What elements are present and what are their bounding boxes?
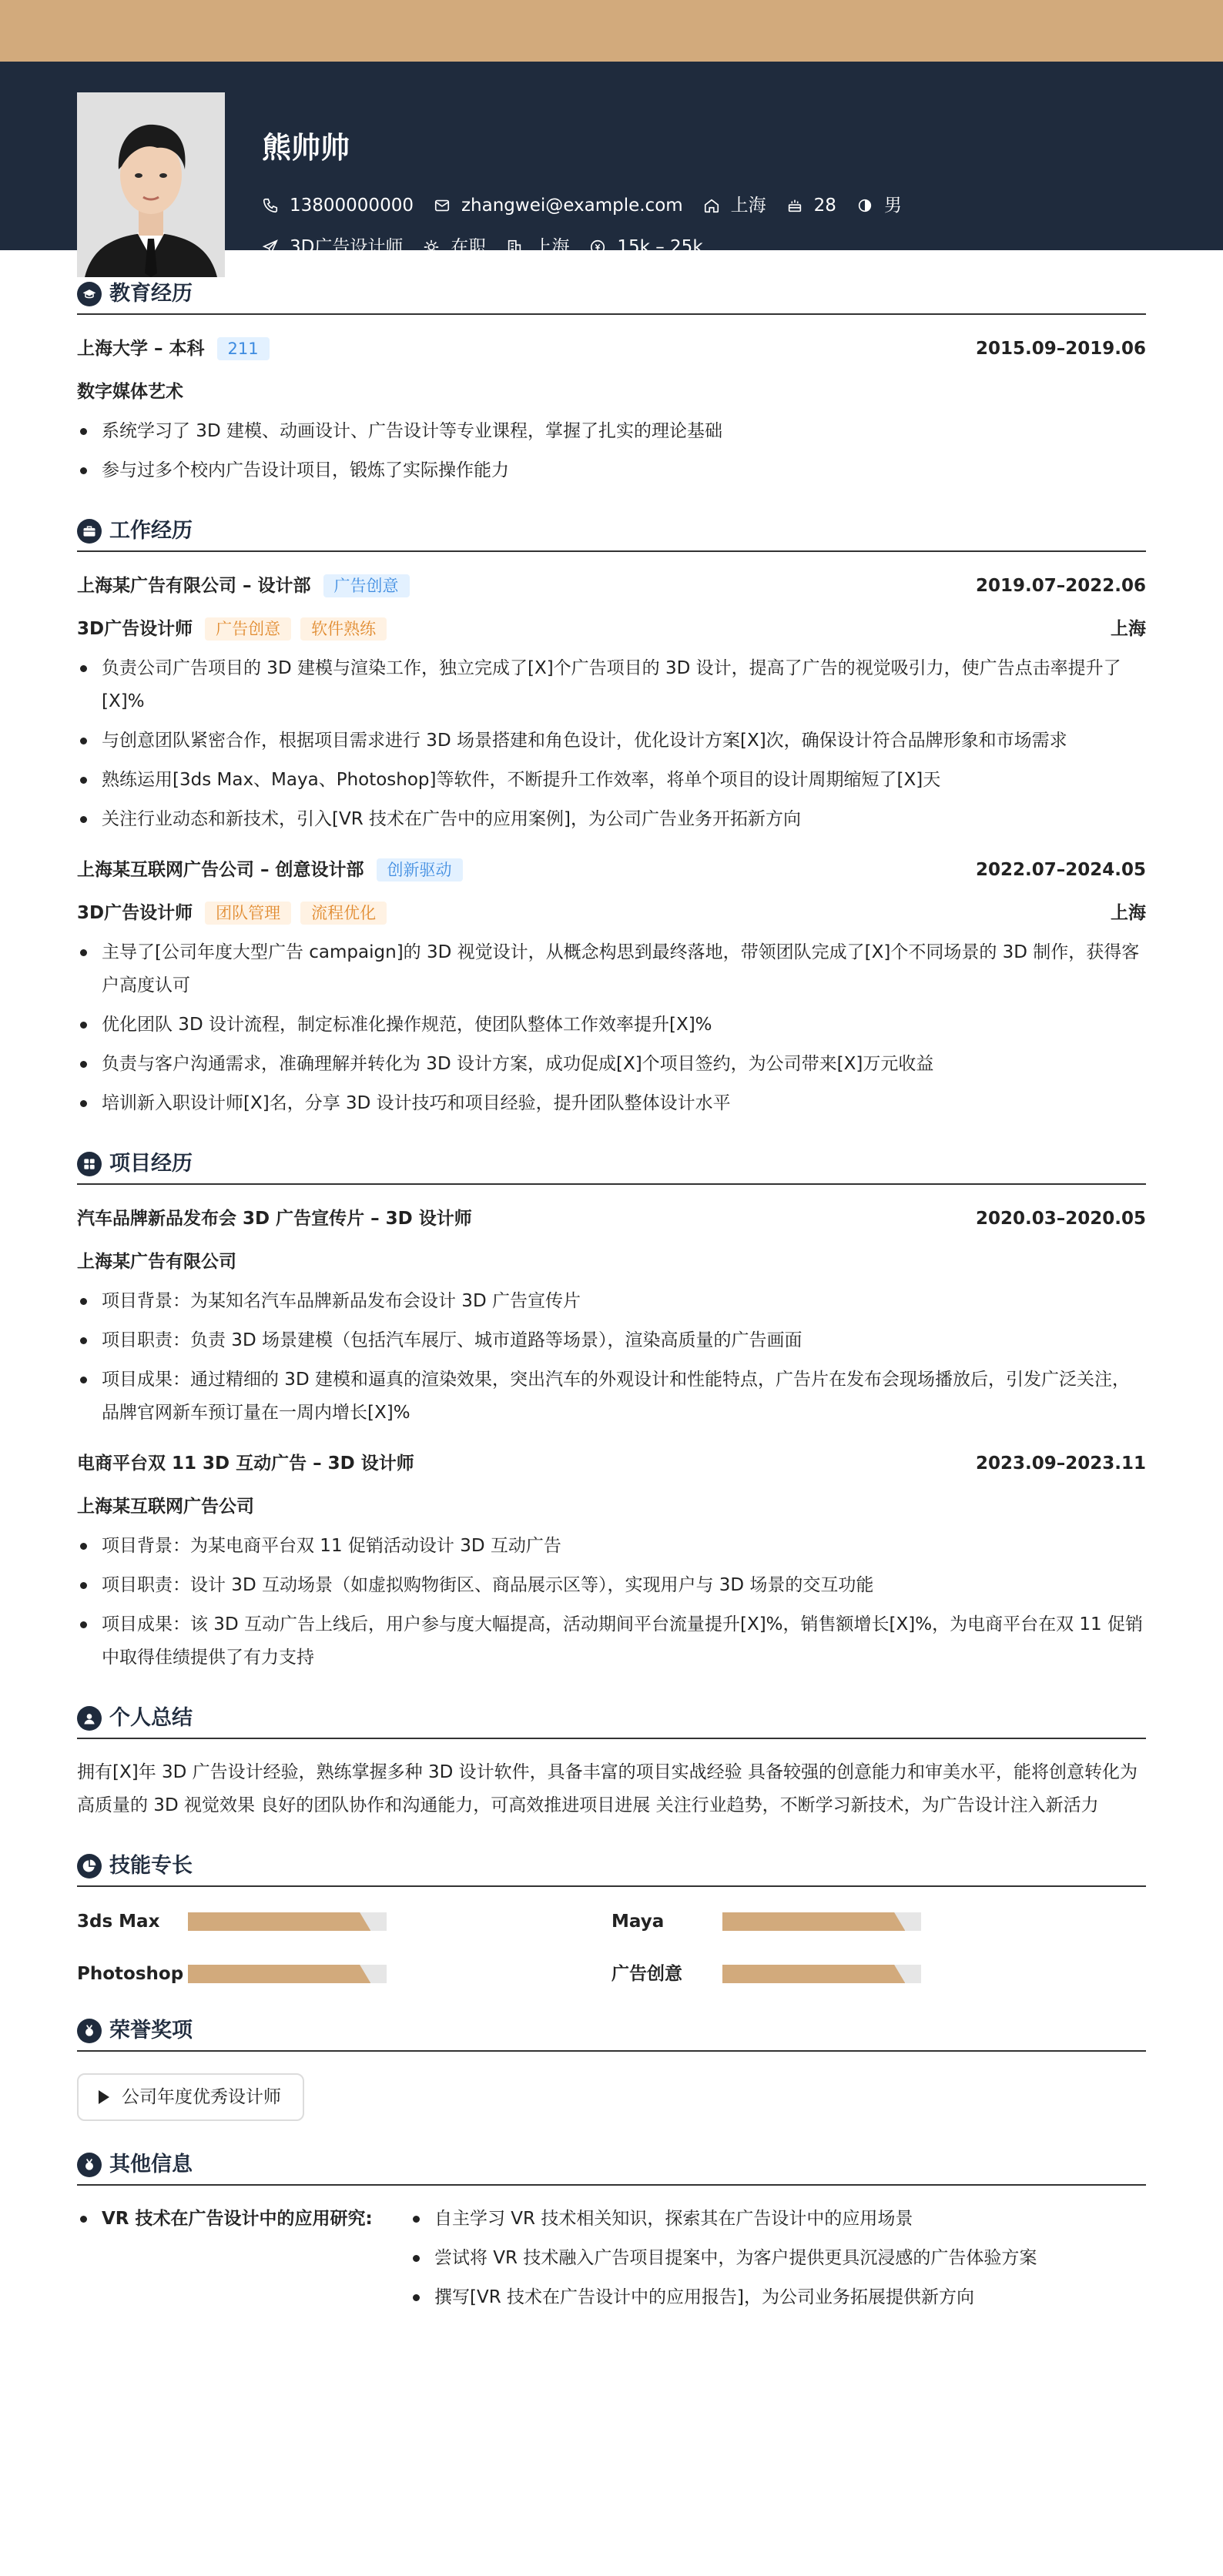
contact-row <box>262 194 922 217</box>
awards-header <box>77 2016 1146 2052</box>
phone-icon <box>262 197 279 214</box>
skill-fill <box>722 1965 905 1983</box>
skills-header <box>77 1852 1146 1887</box>
project-2-bullets <box>77 1530 1146 1674</box>
list-item: 项目职责：设计 3D 互动场景（如虚拟购物街区、商品展示区等），实现用户与 3D 场景的交互功能 <box>77 1569 1146 1602</box>
school-name: 上海大学 – 本科 <box>77 338 205 359</box>
pie-chart-icon <box>77 1854 102 1878</box>
job-2-date: 2022.07–2024.05 <box>975 859 1146 880</box>
skill-fill <box>188 1912 370 1931</box>
avatar <box>77 92 225 277</box>
skill-name: 广告创意 <box>612 1963 682 1984</box>
other-content <box>77 2203 1146 2320</box>
gender-text: 男 <box>883 196 902 216</box>
job-1-location: 上海 <box>1111 618 1146 639</box>
project-1-company-row <box>77 1248 1146 1276</box>
skill-item <box>77 1961 612 1987</box>
project-1-name: 汽车品牌新品发布会 3D 广告宣传片 – 3D 设计师 <box>77 1208 472 1229</box>
candidate-name: 熊帅帅 <box>262 131 350 165</box>
skills-title: 技能专长 <box>109 1853 193 1878</box>
award-item[interactable] <box>77 2073 304 2121</box>
list-item: 项目背景：为某知名汽车品牌新品发布会设计 3D 广告宣传片 <box>77 1285 1146 1318</box>
project-1-company: 上海某广告有限公司 <box>77 1251 236 1272</box>
skill-fill <box>722 1912 905 1931</box>
job-target-info <box>262 236 403 259</box>
user-icon <box>77 1706 102 1731</box>
building-icon <box>506 239 523 256</box>
projects-section <box>77 1149 1146 1674</box>
education-major-row <box>77 378 1146 406</box>
job-2-role-row <box>77 899 1146 927</box>
status-text: 在职 <box>451 237 487 257</box>
skill-item <box>612 1961 1146 1987</box>
school-tag: 211 <box>217 337 270 360</box>
other-header <box>77 2150 1146 2186</box>
awards-section <box>77 2016 1146 2121</box>
skill-name: Maya <box>612 1911 665 1932</box>
project-2-date: 2023.09–2023.11 <box>975 1453 1146 1474</box>
job-2-role-tag: 团队管理 <box>205 902 291 925</box>
skill-name: 3ds Max <box>77 1911 160 1932</box>
status-gear-icon <box>423 239 440 256</box>
job-1-role: 3D广告设计师 <box>77 618 193 639</box>
summary-header <box>77 1704 1146 1739</box>
list-item: 自主学习 VR 技术相关知识，探索其在广告设计中的应用场景 <box>410 2203 1037 2236</box>
skills-grid <box>77 1909 1146 1987</box>
job-intent-row <box>262 236 723 259</box>
job-2-title <box>77 856 1146 884</box>
summary-title: 个人总结 <box>109 1705 193 1730</box>
skill-name: Photoshop <box>77 1963 184 1984</box>
list-item: 尝试将 VR 技术融入广告项目提案中，为客户提供更具沉浸感的广告体验方案 <box>410 2242 1037 2275</box>
list-item: 优化团队 3D 设计流程，制定标准化操作规范，使团队整体工作效率提升[X]% <box>77 1009 1146 1042</box>
project-2-company-row <box>77 1493 1146 1521</box>
skill-bar <box>188 1912 387 1931</box>
grid-icon <box>77 1152 102 1176</box>
city-text: 上海 <box>534 237 570 257</box>
list-item: 负责与客户沟通需求，准确理解并转化为 3D 设计方案，成功促成[X]个项目签约，为公司带来[X]万元收益 <box>77 1048 1146 1081</box>
briefcase-icon <box>77 519 102 544</box>
email-text: zhangwei@example.com <box>461 196 683 216</box>
list-item: 关注行业动态和新技术，引入[VR 技术在广告中的应用案例]，为公司广告业务开拓新方向 <box>77 803 1146 836</box>
list-item: 培训新入职设计师[X]名，分享 3D 设计技巧和项目经验，提升团队整体设计水平 <box>77 1087 1146 1120</box>
list-item: 项目成果：该 3D 互动广告上线后，用户参与度大幅提高，活动期间平台流量提升[X]%，销售额增长[X]%，为电商平台在双 11 促销中取得佳绩提供了有力支持 <box>77 1608 1146 1674</box>
job-1-role-tag: 广告创意 <box>205 617 291 641</box>
job-target-text: 3D广告设计师 <box>290 237 404 257</box>
work-header <box>77 517 1146 552</box>
job-2-location: 上海 <box>1111 902 1146 923</box>
skill-bar <box>722 1912 921 1931</box>
list-item: 主导了[公司年度大型广告 campaign]的 3D 视觉设计，从概念构思到最终落地，带领团队完成了[X]个不同场景的 3D 制作，获得客户高度认可 <box>77 936 1146 1002</box>
mail-icon <box>434 197 451 214</box>
list-item: 项目成果：通过精细的 3D 建模和逼真的渲染效果，突出汽车的外观设计和性能特点，广告片在发布会现场播放后，引发广泛关注，品牌官网新车预订量在一周内增长[X]% <box>77 1363 1146 1430</box>
projects-title: 项目经历 <box>109 1151 193 1176</box>
phone-info <box>262 194 414 217</box>
job-2-tag: 创新驱动 <box>377 858 463 882</box>
list-item: 参与过多个校内广告设计项目，锻炼了实际操作能力 <box>77 454 1146 487</box>
job-2-role: 3D广告设计师 <box>77 902 193 923</box>
project-1-title <box>77 1205 1146 1233</box>
list-item: 与创意团队紧密合作，根据项目需求进行 3D 场景搭建和角色设计，优化设计方案[X]次，确保设计符合品牌形象和市场需求 <box>77 724 1146 758</box>
skill-item <box>612 1909 1146 1935</box>
skill-bar <box>722 1965 921 1983</box>
summary-text: 拥有[X]年 3D 广告设计经验，熟练掌握多种 3D 设计软件，具备丰富的项目实战经验 具备较强的创意能力和审美水平，能将创意转化为高质量的 3D 视觉效果 良好的团队协作和沟通能力，可高效推进项目进展 关注行业趋势，不断学习新技术，为广告设计注入新活力 <box>77 1762 1138 1815</box>
header-band <box>0 62 1223 257</box>
education-bullets <box>77 415 1146 487</box>
work-title: 工作经历 <box>109 518 193 543</box>
medal-icon <box>77 2019 102 2043</box>
cake-icon <box>786 197 803 214</box>
resume-content <box>0 279 1223 2320</box>
awards-title: 荣誉奖项 <box>109 2018 193 2042</box>
job-1-tag: 广告创意 <box>323 574 410 597</box>
education-header <box>77 279 1146 315</box>
project-1-bullets <box>77 1285 1146 1430</box>
gender-info <box>856 194 902 217</box>
job-1-role-row <box>77 615 1146 643</box>
skill-item <box>77 1909 612 1935</box>
skill-bar <box>188 1965 387 1983</box>
age-info <box>786 194 836 217</box>
list-item: 撰写[VR 技术在广告设计中的应用报告]，为公司业务拓展提供新方向 <box>410 2281 1037 2314</box>
job-2-company: 上海某互联网广告公司 – 创意设计部 <box>77 859 364 880</box>
education-entry-title <box>77 335 1146 363</box>
salary-info <box>589 236 702 259</box>
other-section <box>77 2150 1146 2320</box>
summary-section <box>77 1704 1146 1822</box>
hometown-text: 上海 <box>730 196 766 216</box>
list-item: 项目职责：负责 3D 场景建模（包括汽车展厅、城市道路等场景），渲染高质量的广告画面 <box>77 1324 1146 1357</box>
send-icon <box>262 239 279 256</box>
coin-icon <box>589 239 606 256</box>
hometown-info <box>703 194 766 217</box>
education-date: 2015.09–2019.06 <box>975 338 1146 359</box>
job-1-company: 上海某广告有限公司 – 设计部 <box>77 575 311 596</box>
project-2-name: 电商平台双 11 3D 互动广告 – 3D 设计师 <box>77 1453 414 1474</box>
home-icon <box>703 197 720 214</box>
email-info <box>434 194 683 217</box>
job-1-title <box>77 572 1146 600</box>
other-list <box>410 2203 1037 2320</box>
job-2-bullets <box>77 936 1146 1120</box>
skills-section <box>77 1852 1146 1987</box>
medal-icon <box>77 2153 102 2177</box>
list-item: 项目背景：为某电商平台双 11 促销活动设计 3D 互动广告 <box>77 1530 1146 1563</box>
work-section <box>77 517 1146 1120</box>
project-2-company: 上海某互联网广告公司 <box>77 1496 254 1517</box>
graduation-cap-icon <box>77 282 102 306</box>
list-item: 熟练运用[3ds Max、Maya、Photoshop]等软件，不断提升工作效率，将单个项目的设计周期缩短了[X]天 <box>77 764 1146 797</box>
major-name: 数字媒体艺术 <box>77 381 183 402</box>
award-label: 公司年度优秀设计师 <box>122 2086 281 2107</box>
project-2-title <box>77 1450 1146 1477</box>
list-item: 系统学习了 3D 建模、动画设计、广告设计等专业课程，掌握了扎实的理论基础 <box>77 415 1146 448</box>
play-triangle-icon <box>99 2090 109 2104</box>
status-info <box>423 236 486 259</box>
job-1-date: 2019.07–2022.06 <box>975 575 1146 596</box>
portrait-illustration <box>77 92 225 277</box>
other-key: VR 技术在广告设计中的应用研究: <box>77 2203 410 2320</box>
education-section <box>77 279 1146 487</box>
gender-icon <box>856 197 873 214</box>
list-item: 负责公司广告项目的 3D 建模与渲染工作，独立完成了[X]个广告项目的 3D 设计，提高了广告的视觉吸引力，使广告点击率提升了[X]% <box>77 652 1146 718</box>
job-1-role-tag: 软件熟练 <box>300 617 387 641</box>
other-title: 其他信息 <box>109 2152 193 2176</box>
job-1-bullets <box>77 652 1146 836</box>
header-accent-strip <box>0 0 1223 62</box>
project-1-date: 2020.03–2020.05 <box>975 1208 1146 1229</box>
age-text: 28 <box>813 196 836 216</box>
education-title: 教育经历 <box>109 281 193 306</box>
projects-header <box>77 1149 1146 1185</box>
city-info <box>506 236 569 259</box>
salary-text: 15k – 25k <box>617 237 703 257</box>
job-2-role-tag: 流程优化 <box>300 902 387 925</box>
phone-text: 13800000000 <box>290 196 414 216</box>
skill-fill <box>188 1965 370 1983</box>
